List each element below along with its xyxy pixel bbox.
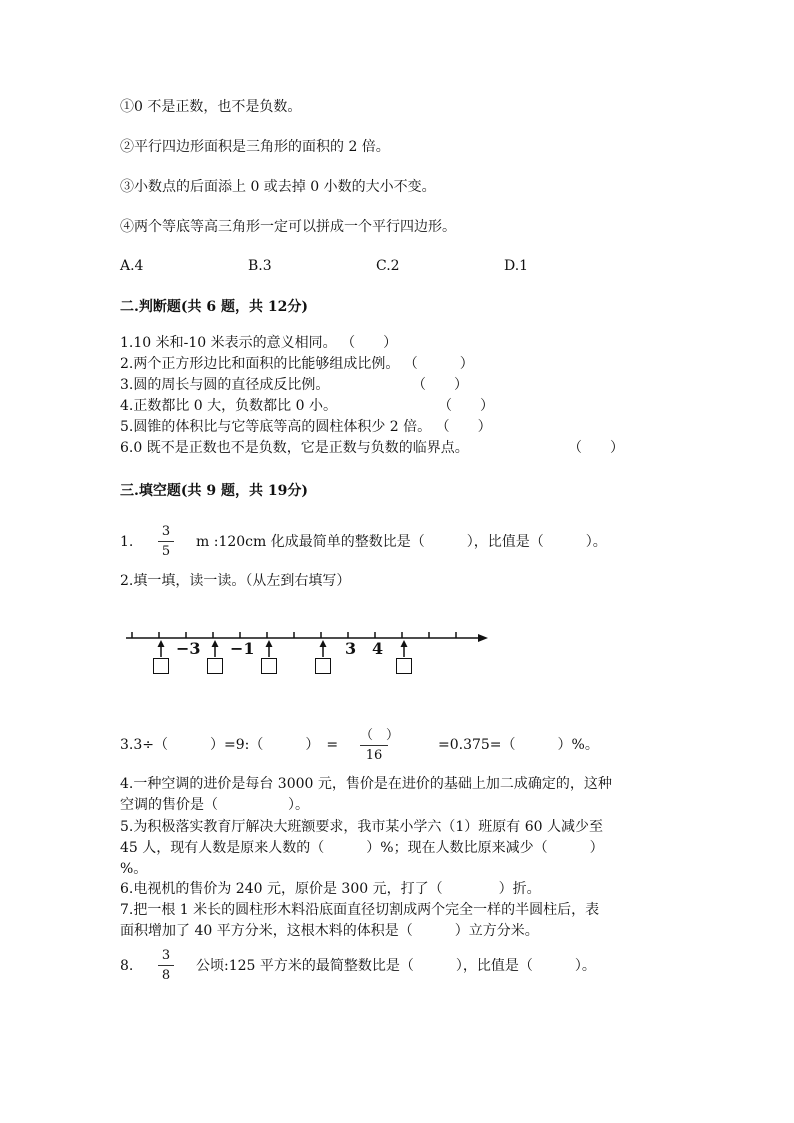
pointer-arrow-head (401, 640, 408, 647)
nl-label-minus1: −1 (230, 639, 255, 658)
q3-fraction (360, 728, 400, 763)
judge-item-2: 2.两个正方形边比和面积的比能够组成比例。 （ ） (120, 356, 474, 372)
nl-label-3: 3 (345, 639, 357, 658)
statement-1: ①0 不是正数，也不是负数。 (120, 99, 302, 115)
q5-line-2: 45 人，现有人数是原来人数的（ ）%；现在人数比原来减少（ ） (120, 840, 604, 856)
pointer-arrow-head (158, 640, 165, 647)
section3-heading: 三.填空题(共 9 题，共 19分) (120, 483, 308, 499)
q4-line-1: 4.一种空调的进价是每台 3000 元，售价是在进价的基础上加二成确定的，这种 (120, 776, 612, 792)
judge-item-6: 6.0 既不是正数也不是负数，它是正数与负数的临界点。 (120, 440, 469, 456)
option-a: A.4 (120, 258, 144, 274)
q2-text: 2.填一填，读一读。（从左到右填写） (120, 573, 351, 589)
answer-box-3[interactable] (261, 658, 277, 674)
nl-label-4: 4 (372, 639, 384, 658)
q8-fraction-numerator: 3 (161, 948, 171, 963)
nl-label-minus3: −3 (176, 639, 201, 658)
q7-line-1: 7.把一根 1 米长的圆柱形木料沿底面直径切割成两个完全一样的半圆柱后，表 (120, 902, 600, 918)
number-line-arrowhead (478, 634, 488, 642)
q1-number: 1. (120, 534, 134, 550)
q1-fraction-numerator: 3 (161, 524, 171, 539)
answer-box-2[interactable] (207, 658, 223, 674)
q3-right: =0.375=（ ）%。 (438, 737, 599, 753)
q3-fraction-bar (360, 745, 388, 746)
q5-line-1: 5.为积极落实教育厅解决大班额要求，我市某小学六（1）班原有 60 人减少至 (120, 819, 603, 835)
answer-box-5[interactable] (396, 658, 412, 674)
q8-fraction-denominator: 8 (161, 968, 171, 983)
pointer-arrow-head (212, 640, 219, 647)
q3-fraction-numerator: （ ） (360, 728, 400, 743)
q8-fraction (158, 948, 174, 983)
pointer-arrow-head (266, 640, 273, 647)
q8-text: 公顷:125 平方米的最简整数比是（ ），比值是（ ）。 (196, 958, 596, 974)
judge-item-6-paren: （ ） (568, 440, 624, 456)
q8-number: 8. (120, 958, 134, 974)
section2-heading: 二.判断题(共 6 题，共 12分) (120, 299, 308, 315)
judge-item-4-paren: （ ） (438, 398, 494, 414)
answer-box-4[interactable] (315, 658, 331, 674)
judge-item-1: 1.10 米和-10 米表示的意义相同。 （ ） (120, 335, 398, 351)
q3-fraction-denominator: 16 (365, 748, 383, 763)
q3-left: 3.3÷（ ）=9:（ ） = (120, 737, 339, 753)
answer-box-1[interactable] (153, 658, 169, 674)
option-b: B.3 (248, 258, 272, 274)
q1-text: m :120cm 化成最简单的整数比是（ ），比值是（ ）。 (196, 534, 607, 550)
statement-4: ④两个等底等高三角形一定可以拼成一个平行四边形。 (120, 219, 456, 235)
q4-line-2: 空调的售价是（ ）。 (120, 797, 309, 813)
statement-2: ②平行四边形面积是三角形的面积的 2 倍。 (120, 139, 390, 155)
q1-fraction-denominator: 5 (161, 544, 171, 559)
q8-fraction-bar (158, 965, 174, 966)
q6-text: 6.电视机的售价为 240 元，原价是 300 元，打了（ ）折。 (120, 881, 541, 897)
judge-item-3: 3.圆的周长与圆的直径成反比例。 (120, 377, 330, 393)
judge-item-3-paren: （ ） (412, 377, 468, 393)
pointer-arrow-head (320, 640, 327, 647)
judge-item-5: 5.圆锥的体积比与它等底等高的圆柱体积少 2 倍。 （ ） (120, 419, 492, 435)
option-c: C.2 (376, 258, 400, 274)
q5-line-3: %。 (120, 861, 148, 877)
number-line-ticks (132, 632, 456, 638)
q7-line-2: 面积增加了 40 平方分米，这根木料的体积是（ ）立方分米。 (120, 923, 539, 939)
statement-3: ③小数点的后面添上 0 或去掉 0 小数的大小不变。 (120, 179, 436, 195)
judge-item-4: 4.正数都比 0 大，负数都比 0 小。 (120, 398, 337, 414)
option-d: D.1 (504, 258, 529, 274)
